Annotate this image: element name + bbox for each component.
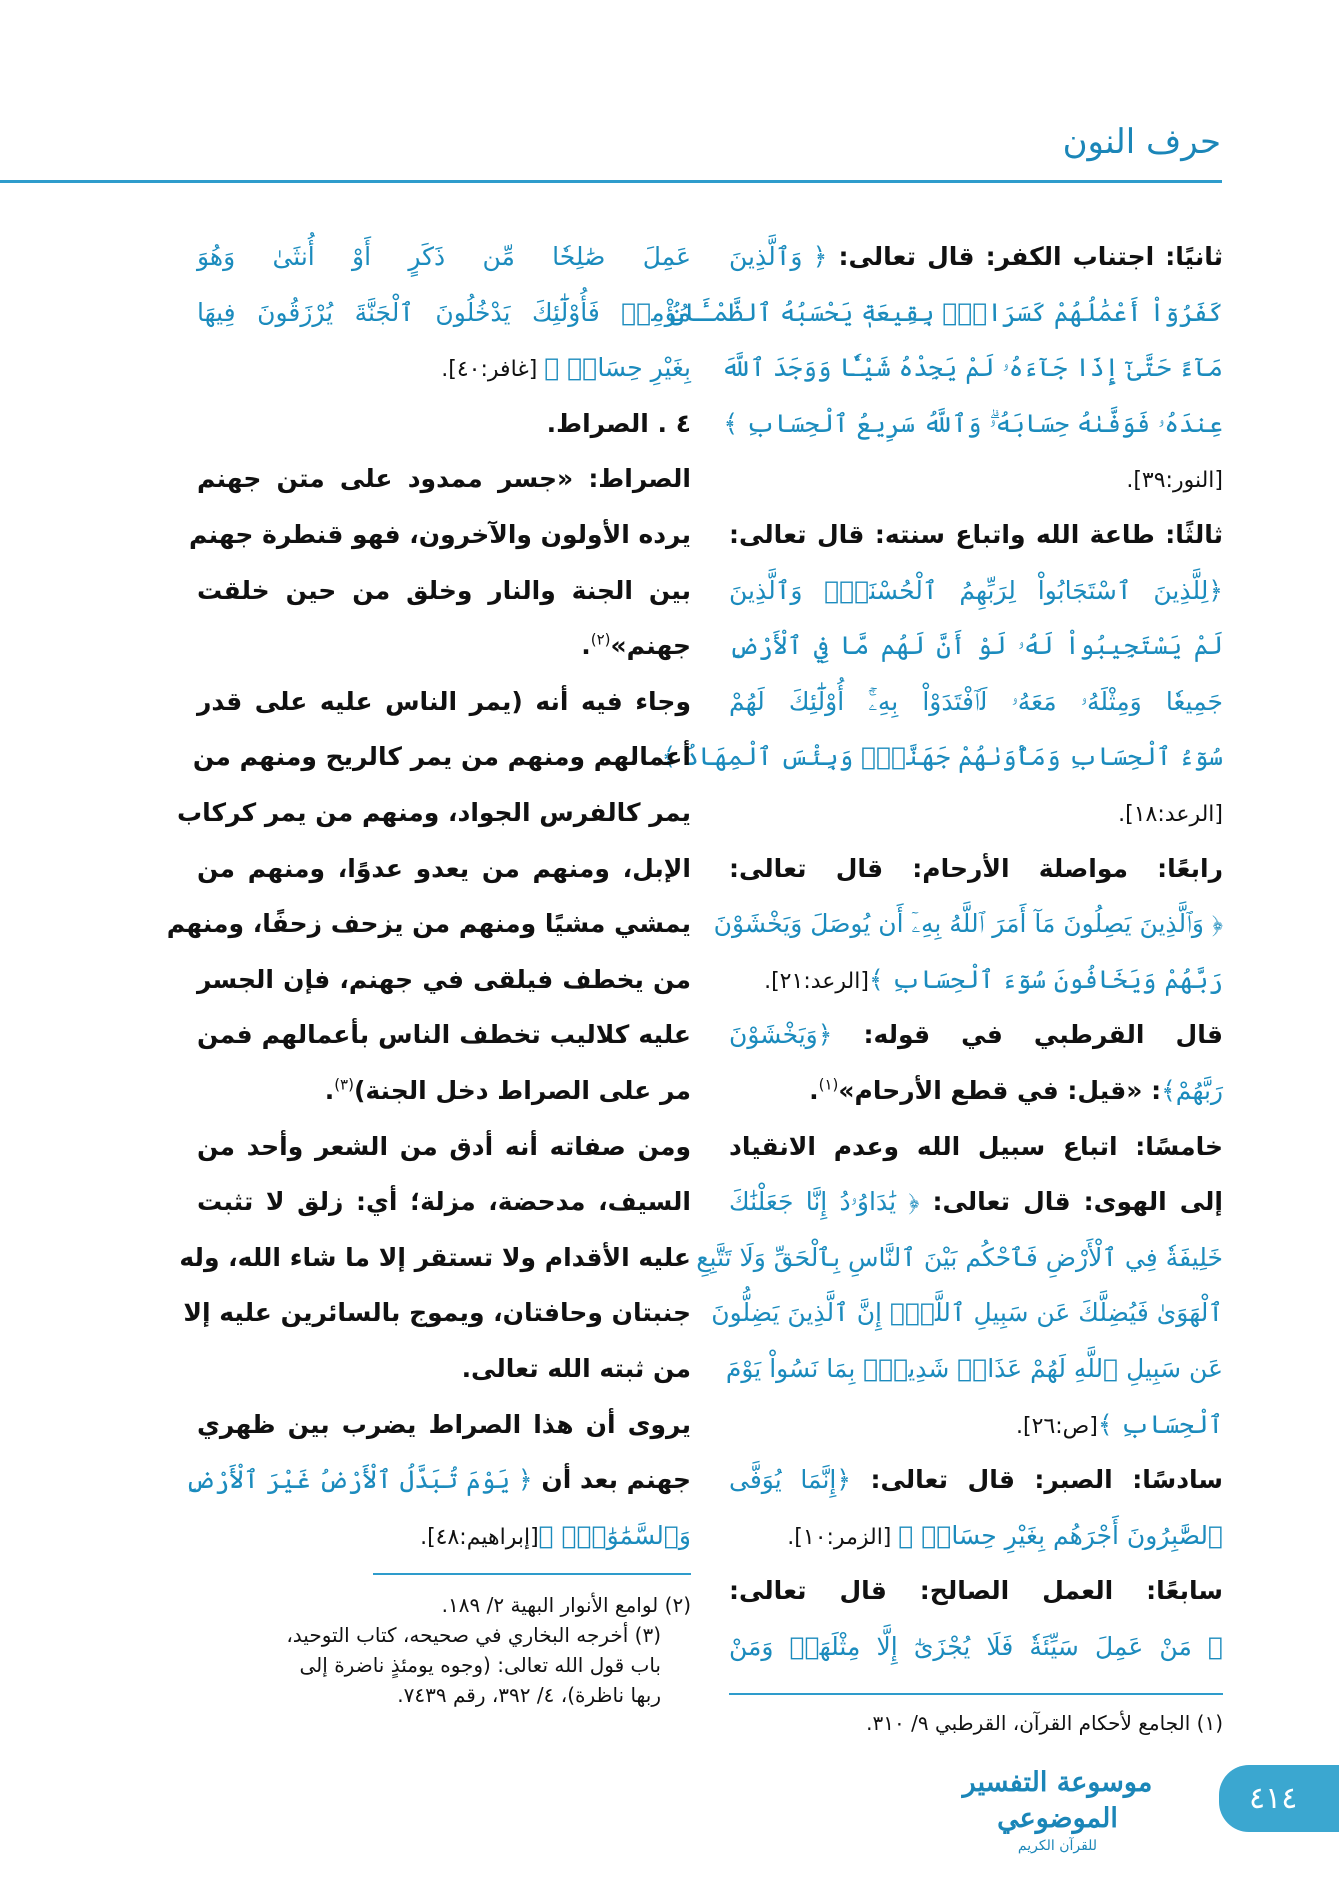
text-line	[197, 1119, 691, 1175]
verse-reference: [الرعد:٢١].	[764, 968, 869, 994]
text-line	[197, 1063, 691, 1119]
quran-verse: ﴿إِنَّمَا يُوَفَّى	[729, 1465, 851, 1495]
text-line	[729, 507, 1223, 563]
verse-reference: [الرعد:١٨].	[1118, 802, 1223, 827]
verse-reference: [النور:٣٩].	[1126, 468, 1223, 494]
chapter-title: حرف النون	[1062, 122, 1221, 162]
body-text: جهنم بعد أن	[532, 1465, 691, 1495]
body-text: يمر كالفرس الجواد، ومنهم من يمر كركاب	[177, 798, 691, 827]
verse-reference: [غافر:٤٠].	[441, 357, 545, 383]
footnote: (١) الجامع لأحكام القرآن، القرطبي ٩/ ٣١٠.	[866, 1711, 1223, 1735]
quran-verse: ﴿لِلَّذِينَ ٱسْتَجَابُواْ لِرَبِّهِمُ ٱلْحُسْنَىٰۚ وَٱلَّذِينَ	[729, 575, 1223, 605]
text-line	[189, 507, 691, 563]
body-text: الصراط: «جسر ممدود على متن جهنم	[197, 464, 691, 494]
body-text: عليه الأقدام ولا تستقر إلا ما شاء الله، وله	[179, 1242, 691, 1272]
text-line	[729, 1063, 1223, 1119]
text-line	[721, 340, 1223, 396]
quran-verse: عَن سَبِيلِ ٱللَّهِ لَهُمْ عَذَابٞ شَدِيدُۢ بِمَا نَسُواْ يَوْمَ	[725, 1354, 1223, 1383]
body-text: .	[809, 1076, 819, 1105]
quran-verse: ٱلصَّٰبِرُونَ أَجْرَهُم بِغَيْرِ حِسَابٖ ﴾	[898, 1520, 1223, 1550]
body-text: سادسًا: الصبر: قال تعالى:	[851, 1465, 1223, 1495]
logo-subtitle: للقرآن الكريم	[1017, 1838, 1098, 1854]
text-line	[197, 1007, 691, 1063]
body-text: رابعًا: مواصلة الأرحام: قال تعالى:	[729, 853, 1223, 883]
text-line	[711, 1285, 1223, 1341]
text-line	[723, 396, 1223, 452]
text-line	[179, 1230, 691, 1286]
text-line	[729, 785, 1223, 841]
footnote: (٢) لوامع الأنوار البهية ٢/ ١٨٩.	[441, 1593, 691, 1617]
quran-verse: خَلِيفَةٗ فِي ٱلْأَرْضِ فَٱحْكُم بَيْنَ ٱلنَّاسِ بِٱلْحَقِّ وَلَا تَتَّبِعِ	[696, 1242, 1223, 1272]
footnotes-right	[729, 1708, 1223, 1738]
quran-verse: عَمِلَ صَٰلِحٗا مِّن ذَكَرٍ أَوْ أُنثَىٰ وَهُوَ	[197, 242, 691, 271]
body-text: مر على الصراط دخل الجنة)	[353, 1076, 691, 1105]
verse-reference: [ص:٢٦].	[1016, 1413, 1098, 1439]
verse-reference: [إبراهيم:٤٨].	[420, 1524, 539, 1550]
text-line	[729, 1119, 1223, 1175]
quran-verse: ﴿ وَٱلَّذِينَ	[729, 242, 828, 271]
text-line	[197, 841, 691, 897]
text-line	[166, 896, 691, 952]
text-line	[185, 1452, 691, 1508]
quran-verse: عِندَهُۥ فَوَفَّىٰهُ حِسَابَهُۥۗ وَٱللَّهُ سَرِيعُ ٱلْحِسَابِ ﴾	[723, 408, 1223, 438]
text-line	[197, 229, 691, 285]
text-line	[197, 674, 691, 730]
quran-verse: مُؤْمِنٞ فَأُوْلَٰٓئِكَ يَدْخُلُونَ ٱلْجَنَّةَ يُرْزَقُونَ فِيهَا	[197, 297, 691, 327]
text-line	[183, 1285, 691, 1341]
body-text: ومن صفاته أنه أدق من الشعر وأحد من	[197, 1131, 691, 1161]
quran-verse: ٱلْحِسَابِ ﴾	[1097, 1409, 1223, 1439]
body-text: .	[581, 631, 591, 661]
footnote-divider-left	[373, 1573, 691, 1575]
quran-verse: رَبَّهُمْ وَيَخَافُونَ سُوٓءَ ٱلْحِسَابِ ﴾	[868, 964, 1223, 994]
body-text: عليه كلاليب تخطف الناس بأعمالهم فمن	[197, 1020, 691, 1050]
quran-verse: لَمْ يَسْتَجِيبُواْ لَهُۥ لَوْ أَنَّ لَهُم مَّا فِي ٱلْأَرْضِ	[729, 631, 1223, 661]
text-line	[729, 229, 1223, 285]
page-number: ٤١٤	[1219, 1765, 1339, 1832]
footnote: (٣) أخرجه البخاري في صحيحه، كتاب التوحيد،	[286, 1623, 661, 1647]
text-line	[669, 285, 1223, 341]
text-line	[729, 1452, 1223, 1508]
quran-verse: رَبَّهُمْ﴾	[1161, 1076, 1223, 1105]
body-text: ٤ . الصراط.	[546, 408, 691, 438]
text-line	[197, 1174, 691, 1230]
text-line	[197, 285, 691, 341]
quran-verse: سُوٓءُ ٱلْحِسَابِ وَمَأْوَىٰهُمْ جَهَنَّمُۖ وَبِئْسَ ٱلْمِهَادُ ﴾	[661, 742, 1223, 772]
body-text: ثالثًا: طاعة الله واتباع سنته: قال تعالى:	[729, 520, 1223, 549]
header-divider	[0, 180, 1222, 183]
quran-verse: ﴿وَيَخْشَوْنَ	[729, 1020, 833, 1050]
body-text: خامسًا: اتباع سبيل الله وعدم الانقياد	[729, 1131, 1223, 1161]
text-line	[729, 1397, 1223, 1453]
right-column	[661, 229, 1224, 1679]
footnotes-left	[197, 1590, 691, 1710]
text-line	[197, 1397, 691, 1453]
text-line	[197, 1508, 691, 1564]
body-text: من ثبته الله تعالى.	[461, 1354, 691, 1383]
body-text: قال القرطبي في قوله:	[832, 1020, 1223, 1050]
body-text: : «قيل: في قطع الأرحام»	[838, 1076, 1162, 1105]
quran-verse: ﴿ وَٱلَّذِينَ يَصِلُونَ مَآ أَمَرَ ٱللَّهُ بِهِۦٓ أَن يُوصَلَ وَيَخْشَوْنَ	[713, 909, 1223, 939]
encyclopedia-logo	[935, 1765, 1180, 1855]
text-line	[729, 1563, 1223, 1619]
text-line	[729, 451, 1223, 507]
body-text: أعمالهم ومنهم من يمر كالريح ومنهم من	[192, 742, 691, 772]
text-line	[197, 1341, 691, 1397]
quran-verse: ﴿ مَنْ عَمِلَ سَيِّئَةٗ فَلَا يُجْزَىٰٓ إِلَّا مِثْلَهَاۖ وَمَنْ	[729, 1632, 1223, 1661]
body-text: من يخطف فيلقى في جهنم، فإن الجسر	[197, 964, 691, 994]
quran-verse: ﴿ يَوْمَ تُبَدَّلُ ٱلْأَرْضُ غَيْرَ ٱلْأَرْضِ	[185, 1465, 533, 1495]
text-line	[729, 1619, 1223, 1675]
footnote: باب قول الله تعالى: (وجوه يومئذٍ ناضرة إلى	[299, 1653, 661, 1677]
text-line	[729, 618, 1223, 674]
body-text: وجاء فيه أنه (يمر الناس عليه على قدر	[197, 686, 691, 716]
text-line	[197, 563, 691, 619]
text-line	[192, 729, 691, 785]
footnote-divider-right	[729, 1693, 1223, 1695]
quran-verse: جَمِيعٗا وَمِثْلَهُۥ مَعَهُۥ لَٱفْتَدَوْاْ بِهِۦٓۚ أُوْلَٰٓئِكَ لَهُمْ	[729, 686, 1223, 716]
quran-verse: ٱلْهَوَىٰ فَيُضِلَّكَ عَن سَبِيلِ ٱللَّهِۚ إِنَّ ٱلَّذِينَ يَضِلُّونَ	[711, 1298, 1223, 1328]
quran-verse: ﴿ يَٰدَاوُۥدُ إِنَّا جَعَلْنَٰكَ	[729, 1187, 920, 1217]
logo-title: موسوعة التفسير الموضوعي	[962, 1767, 1153, 1834]
text-line	[729, 563, 1223, 619]
text-line	[729, 674, 1223, 730]
body-text: يرده الأولون والآخرون، فهو قنطرة جهنم	[189, 520, 691, 549]
footnote-marker: (٣)	[334, 1075, 354, 1094]
text-line	[696, 1230, 1223, 1286]
text-line	[729, 1174, 1223, 1230]
body-text: يروى أن هذا الصراط يضرب بين ظهري	[197, 1409, 691, 1439]
quran-verse: وَٱلسَّمَٰوَٰتُۖ ﴾	[538, 1520, 691, 1550]
text-line	[729, 841, 1223, 897]
text-line	[197, 396, 691, 452]
body-text: السيف، مدحضة، مزلة؛ أي: زلق لا تثبت	[197, 1187, 691, 1217]
footnote: ربها ناظرة)، ٤/ ٣٩٢، رقم ٧٤٣٩.	[397, 1683, 661, 1707]
text-line	[197, 340, 691, 396]
body-text: بين الجنة والنار وخلق من حين خلقت	[197, 575, 691, 605]
text-line	[729, 952, 1223, 1008]
body-text: جنبتان وحافتان، ويموج بالسائرين عليه إلا	[183, 1298, 691, 1328]
body-text: ثانيًا: اجتناب الكفر: قال تعالى:	[827, 242, 1224, 271]
text-line	[713, 896, 1223, 952]
footnote-marker: (١)	[818, 1075, 839, 1094]
text-line	[197, 952, 691, 1008]
text-line	[177, 785, 691, 841]
body-text: .	[324, 1076, 335, 1105]
body-text: يمشي مشيًا ومنهم من يزحف زحفًا، ومنهم	[166, 909, 691, 939]
body-text: الإبل، ومنهم من يعدو عدوًا، ومنهم من	[197, 853, 691, 883]
text-line	[661, 729, 1223, 785]
text-line	[729, 1007, 1223, 1063]
verse-reference: [الزمر:١٠].	[787, 1524, 899, 1550]
text-line	[729, 1508, 1223, 1564]
text-line	[197, 451, 691, 507]
quran-verse: مَآءً حَتَّىٰٓ إِذَا جَآءَهُۥ لَمْ يَجِدْهُ شَيْـٔٗا وَوَجَدَ ٱللَّهَ	[721, 353, 1223, 383]
body-text: جهنم»	[610, 631, 691, 661]
quran-verse: بِغَيْرِ حِسَابٖ ﴾	[544, 353, 691, 383]
text-line	[725, 1341, 1223, 1397]
text-line	[197, 618, 691, 674]
body-text: سابعًا: العمل الصالح: قال تعالى:	[729, 1576, 1223, 1606]
footnote-marker: (٢)	[590, 630, 611, 649]
quran-verse: كَفَرُوٓاْ أَعْمَٰلُهُمْ كَسَرَابٍۭ بِقِيعَةٖ يَحْسَبُهُ ٱلظَّمْـَٔانُ	[669, 297, 1223, 327]
left-column	[166, 229, 691, 1569]
body-text: إلى الهوى: قال تعالى:	[919, 1187, 1223, 1217]
